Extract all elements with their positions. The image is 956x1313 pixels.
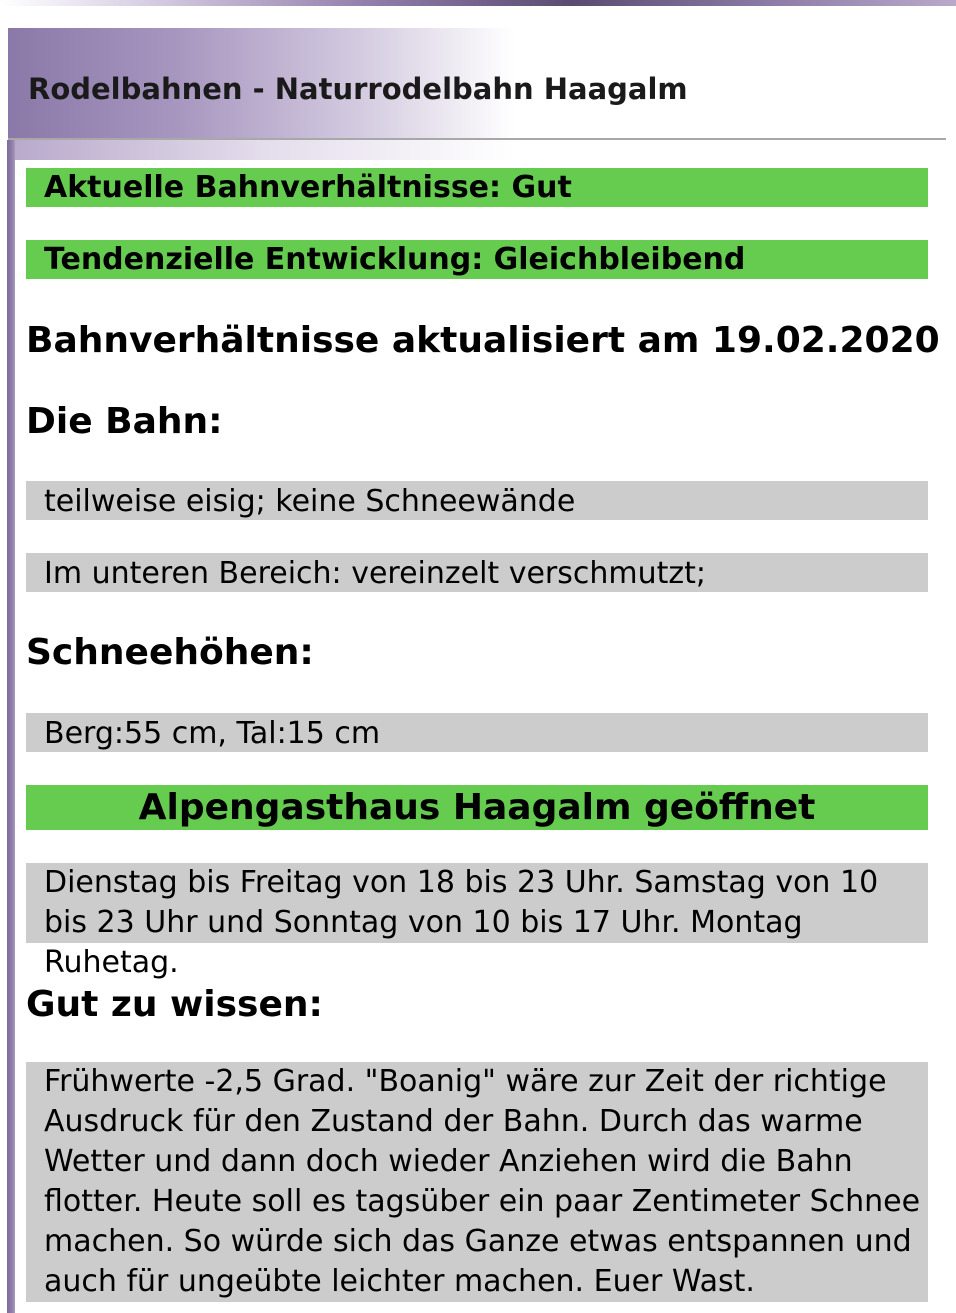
main-content <box>26 168 940 1302</box>
info-heading: Gut zu wissen: <box>26 984 323 1025</box>
top-decorative-stripe <box>0 0 956 6</box>
current-conditions-badge: Aktuelle Bahnverhältnisse: Gut <box>26 168 928 207</box>
updated-heading: Bahnverhältnisse aktualisiert am 19.02.2020 <box>26 320 940 361</box>
snow-heading: Schneehöhen: <box>26 632 314 673</box>
left-accent-bar <box>7 140 15 1313</box>
track-heading: Die Bahn: <box>26 401 223 442</box>
track-condition-item: teilweise eisig; keine Schneewände <box>26 481 928 520</box>
trend-badge: Tendenzielle Entwicklung: Gleichbleibend <box>26 240 928 279</box>
inn-open-banner: Alpengasthaus Haagalm geöffnet <box>26 785 928 830</box>
page-title: Rodelbahnen - Naturrodelbahn Haagalm <box>28 72 688 106</box>
snow-depth-value: Berg:55 cm, Tal:15 cm <box>26 713 928 752</box>
info-text: Frühwerte -2,5 Grad. "Boanig" wäre zur Zeit der richtige Ausdruck für den Zustand der Bahn. Durch das warme Wetter und dann doch wieder Anziehen wird die Bahn flotter. Heute soll es tagsüber ein paar Zentimeter Schnee machen. So würde sich das Ganze etwas entspannen und auch für ungeübte leichter machen. Euer Wast. <box>26 1062 928 1302</box>
track-condition-item: Im unteren Bereich: vereinzelt verschmutzt; <box>26 553 928 592</box>
inn-opening-hours: Dienstag bis Freitag von 18 bis 23 Uhr. Samstag von 10 bis 23 Uhr und Sonntag von 10 bis 17 Uhr. Montag Ruhetag. <box>26 863 928 943</box>
header-underband <box>15 140 515 160</box>
